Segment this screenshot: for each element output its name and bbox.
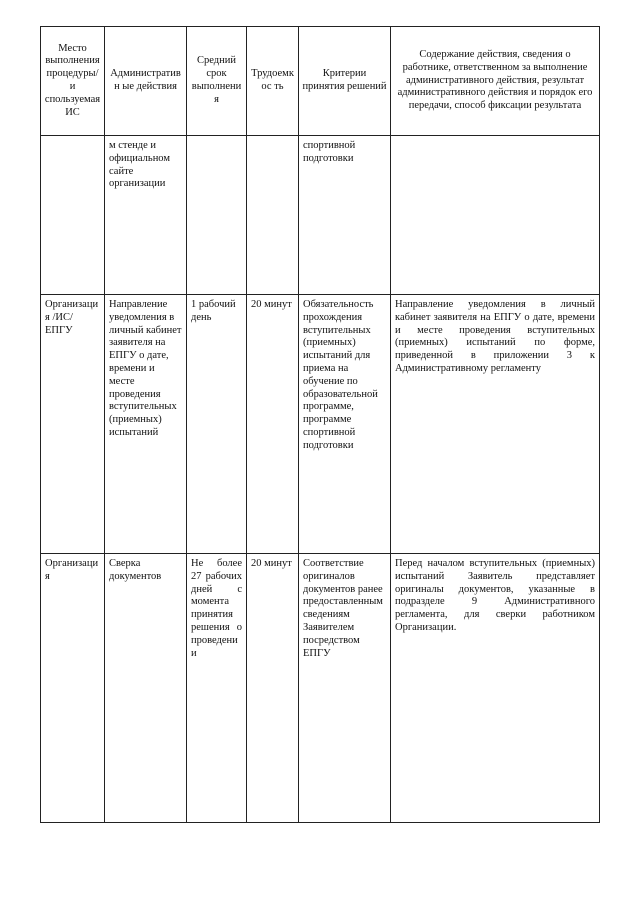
- cell-place: [41, 136, 105, 295]
- header-place: Место выполнения процедуры/и спользуемая ИС: [41, 27, 105, 136]
- cell-content: Перед началом вступительных (приемных) испытаний Заявитель представляет оригиналы документов, указанные в подразделе 9 Административного регламента, для сверки работником Организации.: [391, 554, 600, 823]
- header-content: Содержание действия, сведения о работнике, ответственном за выполнение административного действия, результат административного действия и порядок его передачи, способ фиксации результата: [391, 27, 600, 136]
- cell-action: Сверка документов: [105, 554, 187, 823]
- header-criteria: Критерии принятия решений: [299, 27, 391, 136]
- cell-term: [187, 136, 247, 295]
- cell-criteria: спортивной подготовки: [299, 136, 391, 295]
- table-row: [41, 136, 600, 295]
- cell-labor: 20 минут: [247, 554, 299, 823]
- cell-place: Организация /ИС/ЕПГУ: [41, 295, 105, 554]
- table-row: [41, 554, 600, 823]
- procedure-table: [40, 26, 600, 823]
- header-term: Средний срок выполнения: [187, 27, 247, 136]
- cell-criteria: Обязательность прохождения вступительных (приемных) испытаний для приема на обучение по образовательной программе, программе спортивной подготовки: [299, 295, 391, 554]
- cell-labor: 20 минут: [247, 295, 299, 554]
- table-header-row: [41, 27, 600, 136]
- cell-content: Направление уведомления в личный кабинет заявителя на ЕПГУ о дате, времени и месте проведения вступительных (приемных) испытаний по форме, приведенной в приложении 3 к Административному регламенту: [391, 295, 600, 554]
- cell-action: м стенде и официальном сайте организации: [105, 136, 187, 295]
- header-labor: Трудоемкос ть: [247, 27, 299, 136]
- cell-criteria: Соответствие оригиналов документов ранее предоставленным сведениям Заявителем посредством ЕПГУ: [299, 554, 391, 823]
- header-action: Административн ые действия: [105, 27, 187, 136]
- cell-term: 1 рабочий день: [187, 295, 247, 554]
- table-row: [41, 295, 600, 554]
- cell-term: Не более 27 рабочих дней с момента принятия решения о проведении: [187, 554, 247, 823]
- cell-action: Направление уведомления в личный кабинет заявителя на ЕПГУ о дате, времени и месте проведения вступительных (приемных) испытаний: [105, 295, 187, 554]
- cell-labor: [247, 136, 299, 295]
- cell-place: Организация: [41, 554, 105, 823]
- cell-content: [391, 136, 600, 295]
